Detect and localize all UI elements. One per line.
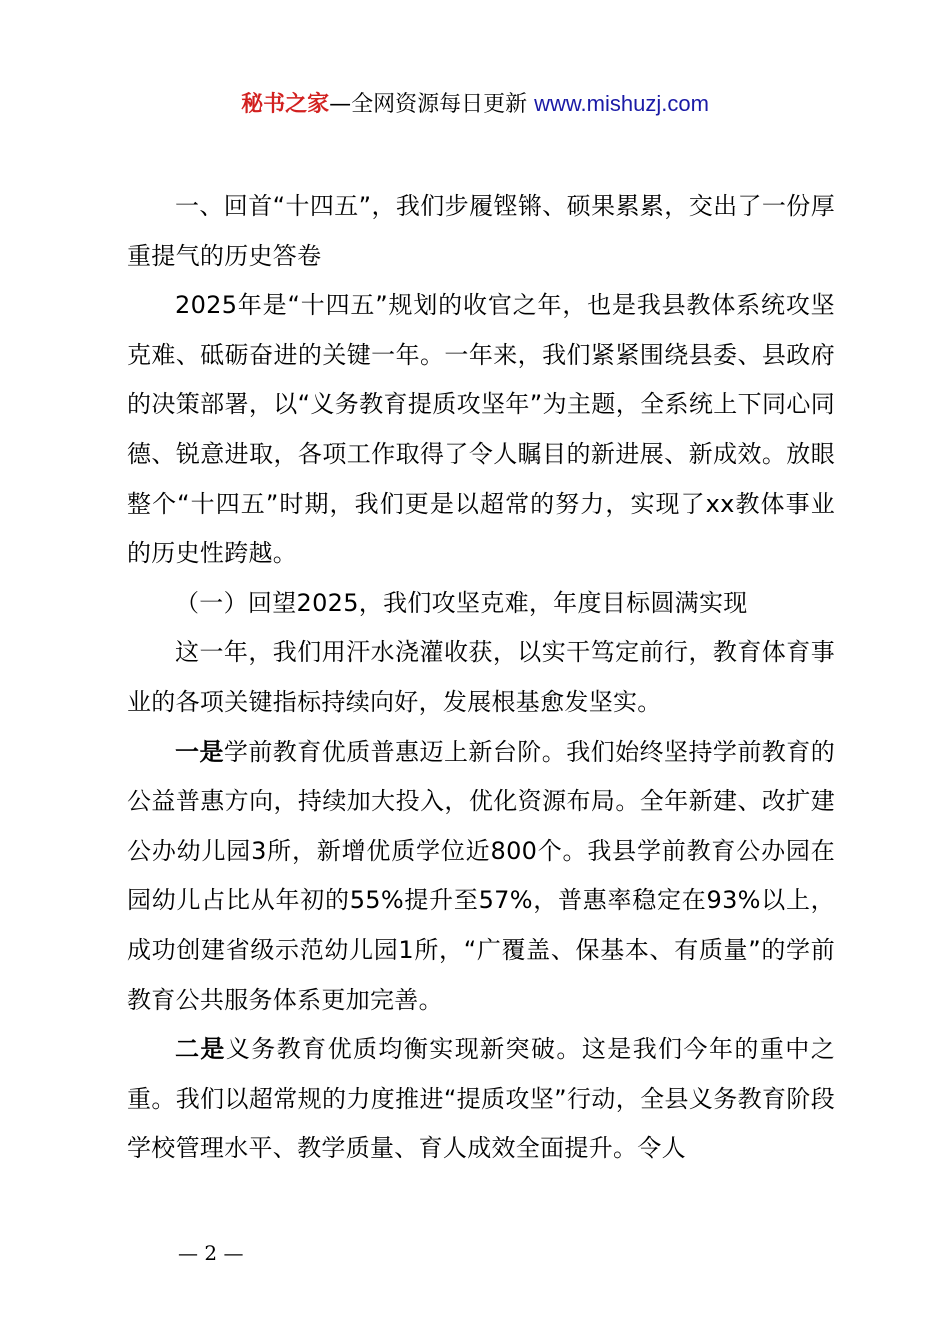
header-tagline: —全网资源每日更新 xyxy=(329,92,535,117)
section-heading-1: 一、回首“十四五”，我们步履铿锵、硕果累累，交出了一份厚重提气的历史答卷 xyxy=(127,192,835,270)
paragraph-point-one: 一是学前教育优质普惠迈上新台阶。我们始终坚持学前教育的公益普惠方向，持续加大投入，优化资源布局。全年新建、改扩建公办幼儿园3所，新增优质学位近800个。我县学前教育公办园在园幼儿占比从年初的55%提升至57%，普惠率稳定在93%以上，成功创建省级示范幼儿园1所，“广覆盖、保基本、有质量”的学前教育公共服务体系更加完善。 xyxy=(127,737,835,1014)
point-lead-one: 一是 xyxy=(175,737,224,766)
brand-name: 秘书之家 xyxy=(241,92,330,117)
point-lead-two: 二是 xyxy=(175,1035,226,1064)
paragraph-point-two: 二是义务教育优质均衡实现新突破。这是我们今年的重中之重。我们以超常规的力度推进“提质攻坚”行动，全县义务教育阶段学校管理水平、教学质量、育人成效全面提升。令人 xyxy=(127,1035,835,1163)
paragraph-summary: 这一年，我们用汗水浇灌收获，以实干笃定前行，教育体育事业的各项关键指标持续向好，发展根基愈发坚实。 xyxy=(127,638,835,716)
subsection-heading-1: （一）回望2025，我们攻坚克难，年度目标圆满实现 xyxy=(175,588,748,617)
site-header xyxy=(0,88,950,121)
page-number: — 2 — xyxy=(178,1241,244,1265)
site-url-link[interactable]: www.mishuzj.com xyxy=(534,91,709,116)
paragraph-intro: 2025年是“十四五”规划的收官之年，也是我县教体系统攻坚克难、砥砺奋进的关键一年。一年来，我们紧紧围绕县委、县政府的决策部署，以“义务教育提质攻坚年”为主题，全系统上下同心同德、锐意进取，各项工作取得了令人瞩目的新进展、新成效。放眼整个“十四五”时期，我们更是以超常的努力，实现了xx教体事业的历史性跨越。 xyxy=(127,291,835,568)
document-body xyxy=(127,182,835,1174)
